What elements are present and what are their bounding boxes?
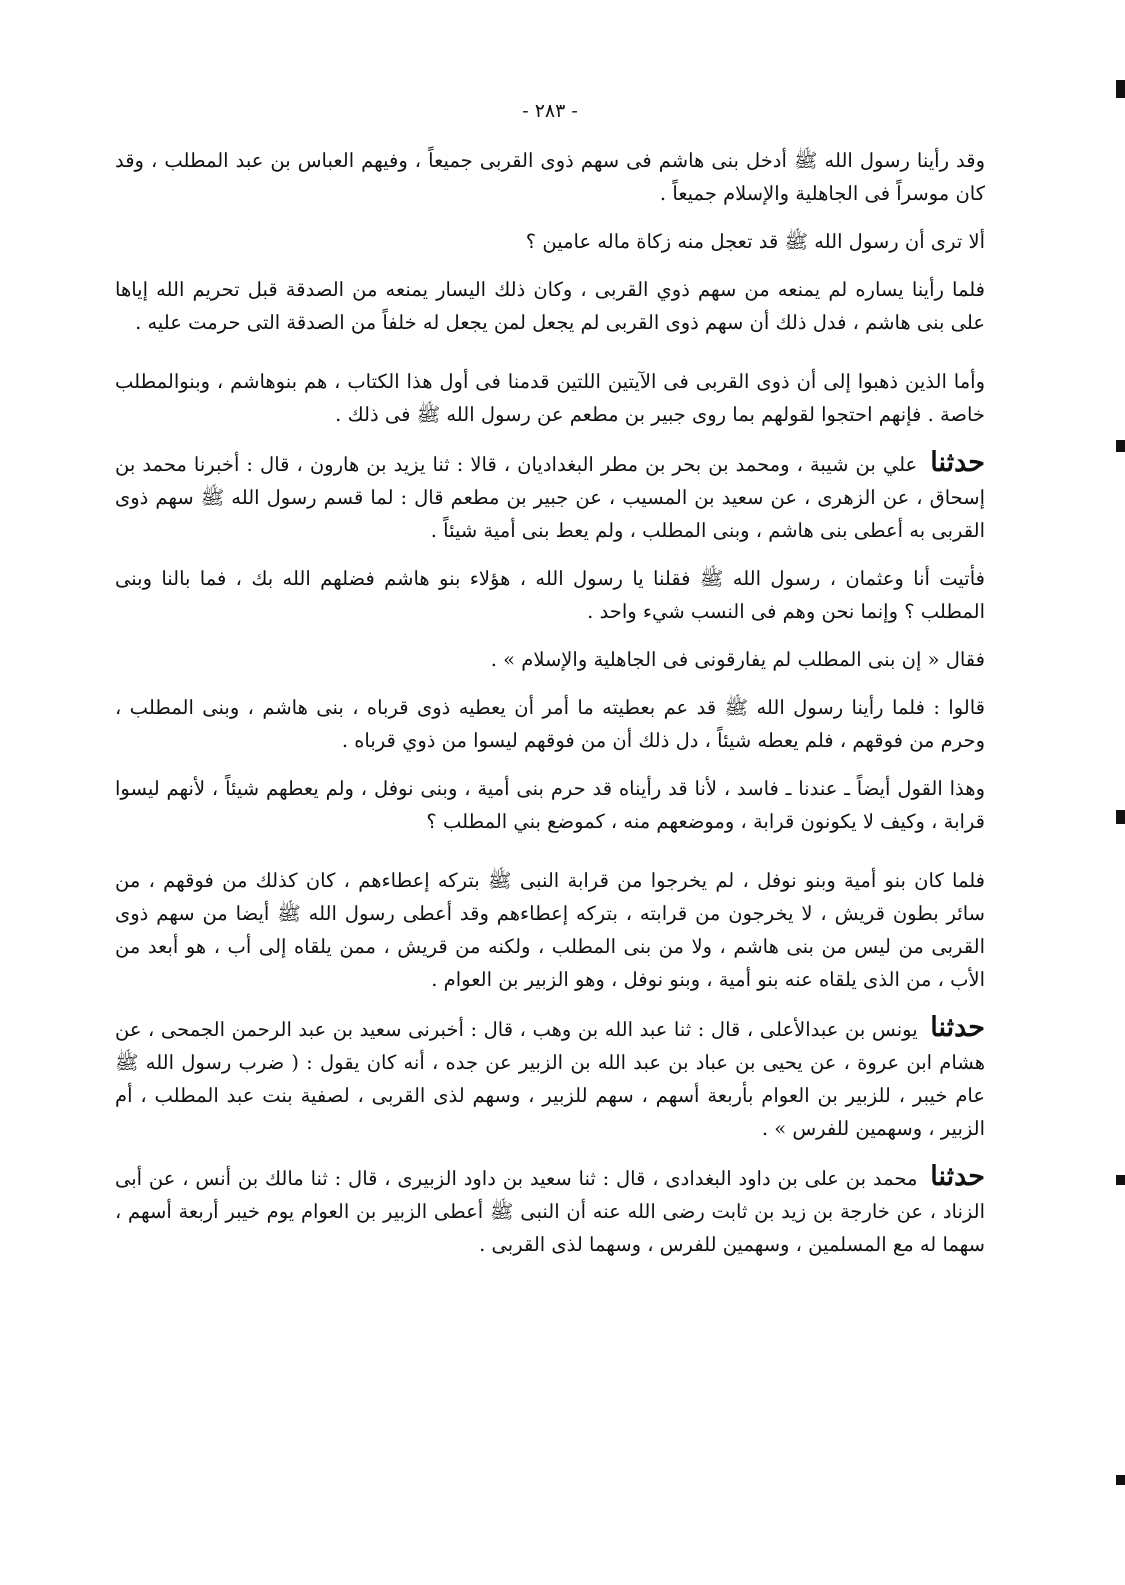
page-edge-mark — [1116, 440, 1125, 452]
paragraph-text: وهذا القول أيضاً ـ عندنا ـ فاسد ، لأنا قد رأيناه قد حرم بنى أمية ، وبنى نوفل ، ولم يعطهم شيئاً ، لأنهم ليسوا قرابة ، وكيف لا يكونون قرابة ، وموضعهم منه ، كموضع بني المطلب ؟ — [115, 777, 985, 833]
paragraph-text: وأما الذين ذهبوا إلى أن ذوى القربى فى الآيتين اللتين قدمنا فى أول هذا الكتاب ، هم بنوهاشم ، وبنوالمطلب خاصة . فإنهم احتجوا لقولهم بما روى جبير بن مطعم عن رسول الله ﷺ فى ذلك . — [115, 370, 985, 426]
hadith-lead-word: حدثنا — [930, 1161, 985, 1192]
paragraph — [115, 643, 985, 676]
document-page — [115, 100, 985, 1276]
paragraph-text: علي بن شيبة ، ومحمد بن بحر بن مطر البغداديان ، قالا : ثنا يزيد بن هارون ، قال : أخبرنا محمد بن إسحاق ، عن الزهرى ، عن سعيد بن المسيب ، عن جبير بن مطعم قال : لما قسم رسول الله ﷺ سهم ذوى القربى به أعطى بنى هاشم ، وبنى المطلب ، ولم يعط بنى أمية شيئاً . — [115, 453, 985, 542]
paragraph-text: فأتيت أنا وعثمان ، رسول الله ﷺ فقلنا يا رسول الله ، هؤلاء بنو هاشم فضلهم الله بك ، فما بالنا وبنى المطلب ؟ وإنما نحن وهم فى النسب شيء واحد . — [115, 567, 985, 623]
paragraph — [115, 562, 985, 628]
page-edge-mark — [1116, 1175, 1125, 1185]
paragraph — [115, 864, 985, 996]
page-edge-mark — [1116, 80, 1125, 98]
paragraph — [115, 273, 985, 339]
paragraph-text: ألا ترى أن رسول الله ﷺ قد تعجل منه زكاة ماله عامين ؟ — [525, 230, 985, 253]
paragraph-text: فلما كان بنو أمية وبنو نوفل ، لم يخرجوا من قرابة النبى ﷺ بتركه إعطاءهم ، كان كذلك من فوقهم ، من سائر بطون قريش ، لا يخرجون من قرابته ، بتركه إعطاءهم وقد أعطى رسول الله ﷺ أيضا من سهم ذوى القربى من ليس من بنى هاشم ، ولا من بنى المطلب ، ولكنه من قريش ، ممن يلقاه إلى أب ، هو أبعد من الأب ، من الذى يلقاه عنه بنو أمية ، وبنو نوفل ، وهو الزبير بن العوام . — [115, 869, 985, 991]
paragraph — [115, 144, 985, 210]
hadith-paragraph — [115, 1160, 985, 1261]
paragraph — [115, 225, 985, 258]
hadith-paragraph — [115, 1011, 985, 1145]
paragraph-text: فقال « إن بنى المطلب لم يفارقونى فى الجاهلية والإسلام » . — [490, 648, 985, 671]
paragraph — [115, 772, 985, 838]
paragraph — [115, 365, 985, 431]
paragraph-text: يونس بن عبدالأعلى ، قال : ثنا عبد الله بن وهب ، قال : أخبرنى سعيد بن عبد الرحمن الجمحى ، عن هشام ابن عروة ، عن يحيى بن عباد بن عبد الله بن الزبير عن جده ، أنه كان يقول : ( ضرب رسول الله ﷺ عام خيبر ، للزبير بن العوام بأربعة أسهم ، سهم للزبير ، وسهم لذى القربى ، لصفية بنت عبد المطلب ، أم الزبير ، وسهمين للفرس » . — [115, 1018, 985, 1140]
hadith-lead-word: حدثنا — [930, 1012, 986, 1043]
paragraph-text: قالوا : فلما رأينا رسول الله ﷺ قد عم بعطيته ما أمر أن يعطيه ذوى قرباه ، بنى هاشم ، وبنى المطلب ، وحرم من فوقهم ، فلم يعطه شيئاً ، دل ذلك أن من فوقهم ليسوا من ذوي قرباه . — [115, 696, 985, 752]
paragraph-text: فلما رأينا يساره لم يمنعه من سهم ذوي القربى ، وكان ذلك اليسار يمنعه من الصدقة قبل تحريم الله إياها على بنى هاشم ، فدل ذلك أن سهم ذوى القربى لم يجعل لمن يجعل له خلفاً من الصدقة التى حرمت عليه . — [115, 278, 985, 334]
page-edge-mark — [1116, 810, 1125, 824]
paragraph-text: محمد بن على بن داود البغدادى ، قال : ثنا سعيد بن داود الزبيرى ، قال : ثنا مالك بن أنس ، عن أبى الزناد ، عن خارجة بن زيد بن ثابت رضى الله عنه أن النبى ﷺ أعطى الزبير بن العوام يوم خيبر أربعة أسهم ، سهما له مع المسلمين ، وسهمين للفرس ، وسهما لذى القربى . — [115, 1167, 985, 1256]
hadith-lead-word: حدثنا — [930, 447, 985, 478]
page-number: - ٢٨٣ - — [522, 100, 578, 122]
hadith-paragraph — [115, 446, 985, 547]
paragraph-text: وقد رأينا رسول الله ﷺ أدخل بنى هاشم فى سهم ذوى القربى جميعاً ، وفيهم العباس بن عبد المطلب ، وقد كان موسراً فى الجاهلية والإسلام جميعاً . — [115, 149, 985, 205]
page-edge-mark — [1116, 1475, 1125, 1485]
paragraph — [115, 691, 985, 757]
